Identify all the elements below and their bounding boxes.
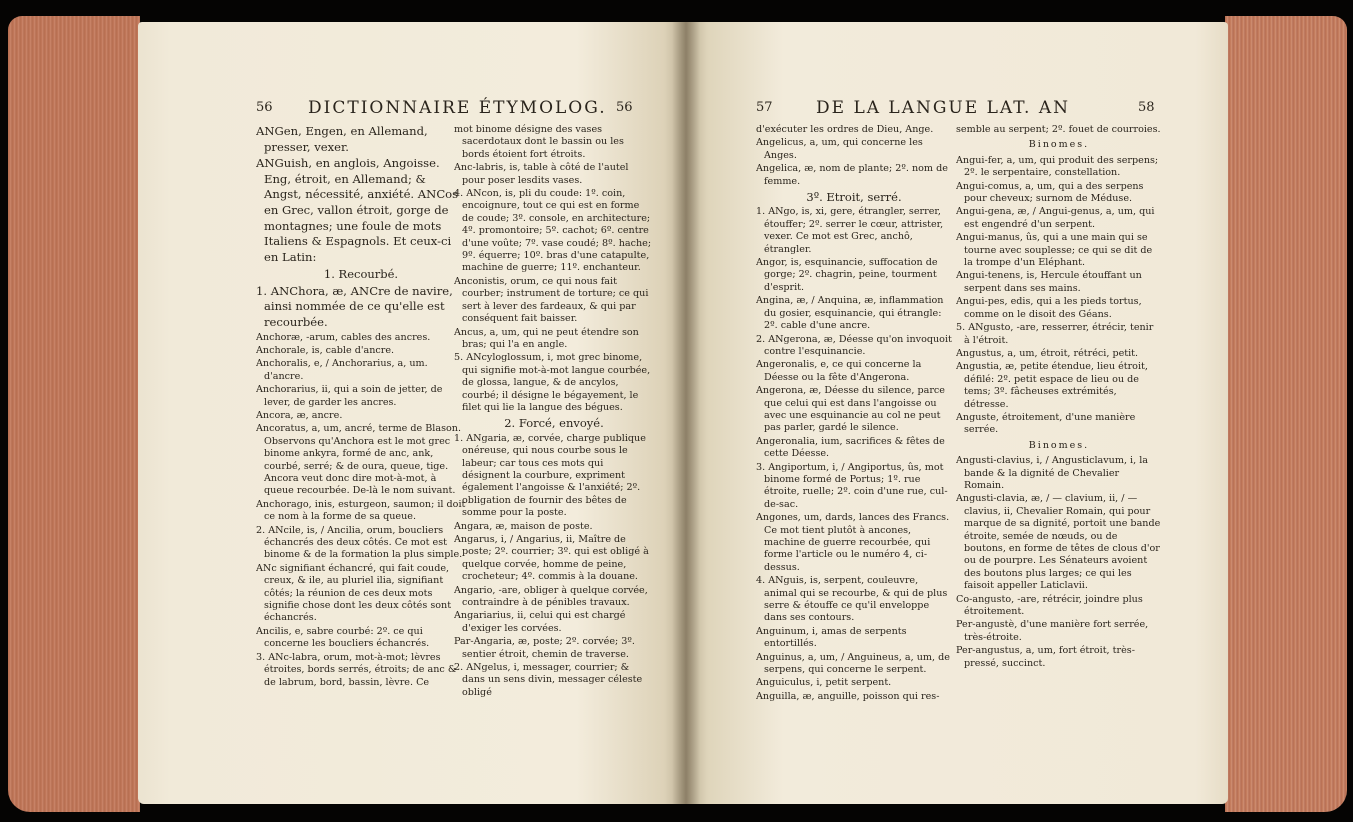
section-heading: Binomes. <box>1028 439 1090 451</box>
page-edges-right <box>1225 16 1347 812</box>
entry: Angara, æ, maison de poste. <box>454 520 593 532</box>
entry: Angui-tenens, is, Hercule étouffant un serpent dans ses mains. <box>956 270 1142 294</box>
running-head-left: DICTIONNAIRE ÉTYMOLOG. <box>308 98 607 118</box>
entry: Anguste, étroitement, d'une manière serrée. <box>956 411 1136 436</box>
right-column-2 <box>956 124 1162 724</box>
entry: Anchoræ, -arum, cables des ancres. <box>256 331 431 343</box>
running-head-right: DE LA LANGUE LAT. AN <box>816 98 1071 118</box>
entry: 3. Angiportum, i, / Angiportus, ûs, mot binome formé de Portus; 1º. rue étroite, ruelle; 2º. coin d'une rue, cul-de-sac. <box>756 461 948 510</box>
section-heading: 3º. Etroit, serré. <box>806 190 902 205</box>
page-number-right-outer: 58 <box>1138 100 1155 115</box>
entry: Angerona, æ, Déesse du silence, parce que celui qui est dans l'angoisse ou avec une esquinancie au col ne peut pas parler, gardé le silence. <box>756 385 945 434</box>
entry: Angui-pes, edis, qui a les pieds tortus, comme on le disoit des Géans. <box>956 296 1142 320</box>
page-number-left-inner: 56 <box>616 100 633 115</box>
entry: Anc-labris, is, table à côté de l'autel pour poser lesdits vases. <box>454 162 629 186</box>
entry: Angelicus, a, um, qui concerne les Anges. <box>756 137 923 161</box>
entry: Angarus, i, / Angarius, ii, Maître de poste; 2º. courrier; 3º. qui est obligé à quelque corvée, homme de peine, crocheteur; 4º. commis à la douane. <box>454 534 649 583</box>
entry: Angusti-clavius, i, / Angusticlavum, i, la bande & la dignité de Chevalier Romain. <box>956 455 1149 491</box>
entry: semble au serpent; 2º. fouet de courroies. <box>956 124 1161 135</box>
entry: Angeronalis, e, ce qui concerne la Déesse ou la fête d'Angerona. <box>756 359 922 383</box>
entry: 1. ANgaria, æ, corvée, charge publique onéreuse, qui nous courbe sous le labeur; car tous ces mots qui désignent la courbure, expriment également l'angoisse & l'anxiété; 2º. obligation de fournir des bêtes de somme pour la poste. <box>454 432 646 519</box>
book-gutter <box>672 22 700 804</box>
entry: Anguiculus, i, petit serpent. <box>756 677 892 689</box>
entry: Anconistis, orum, ce qui nous fait courber; instrument de torture; ce qui sert à lever des fardeaux, & qui par conséquent fait baisser. <box>454 275 649 325</box>
entry: Angui-fer, a, um, qui produit des serpens; 2º. le serpentaire, constellation. <box>956 154 1159 179</box>
entry: Angui-manus, ûs, qui a une main qui se tourne avec souplesse; ce qui se dit de la trompe d'un Eléphant. <box>956 232 1153 269</box>
entry: Par-Angaria, æ, poste; 2º. corvée; 3º. sentier étroit, chemin de traverse. <box>454 636 635 660</box>
right-column-1 <box>756 124 952 724</box>
entry: Anguinus, a, um, / Anguineus, a, um, de serpens, qui concerne le serpent. <box>756 651 950 676</box>
page-edges-left <box>8 16 140 812</box>
entry: Anchorarius, ii, qui a soin de jetter, de lever, de garder les ancres. <box>256 384 443 408</box>
right-page <box>686 22 1228 804</box>
entry: Angina, æ, / Anquina, æ, inflammation du gosier, esquinancie, qui étrangle: 2º. cable d'une ancre. <box>756 295 944 332</box>
entry: d'exécuter les ordres de Dieu, Ange. <box>756 124 934 135</box>
entry: Ancora, æ, ancre. <box>256 409 343 421</box>
entry: mot binome désigne des vases sacerdotaux dont le bassin ou les bords étoient fort étroits. <box>454 124 624 160</box>
entry: Ancus, a, um, qui ne peut étendre son bras; qui l'a en angle. <box>454 326 639 350</box>
entry: Per-angustus, a, um, fort étroit, très-pressé, succinct. <box>956 645 1135 669</box>
entry: Anchorago, inis, esturgeon, saumon; il doit ce nom à la forme de sa queue. <box>256 498 466 523</box>
entry: Per-angustè, d'une manière fort serrée, très-étroite. <box>956 619 1149 643</box>
entry: Anguilla, æ, anguille, poisson qui res- <box>756 690 940 702</box>
entry: Angelica, æ, nom de plante; 2º. nom de femme. <box>756 163 948 187</box>
entry: Co-angusto, -are, rétrécir, joindre plus étroitement. <box>956 593 1143 618</box>
page-number-left-outer: 56 <box>256 100 273 115</box>
entry: 1. ANgo, is, xi, gere, étrangler, serrer, étouffer; 2º. serrer le cœur, attrister, vexer. Ce mot est Grec, anchô, étrangler. <box>756 206 944 255</box>
page-number-right-inner: 57 <box>756 100 773 115</box>
entry: Angeronalia, ium, sacrifices & fêtes de cette Déesse. <box>756 435 945 460</box>
entry: 3. ANc-labra, orum, mot-à-mot; lèvres étroites, bords serrés, étroits; de anc & de labrum, bord, bassin, lèvre. Ce <box>256 651 457 688</box>
entry: ANGuish, en anglois, Angoisse. Eng, étroit, en Allemand; & Angst, nécessité, anxiété. ANCos en Grec, vallon étroit, gorge de montagnes; une foule de mots Italiens & Espagnols. Et ceux-ci en Latin: <box>256 156 459 264</box>
entry: Anchorale, is, cable d'ancre. <box>256 344 395 356</box>
section-heading: 1. Recourbé. <box>323 267 399 282</box>
entry: 5. ANgusto, -are, resserrer, étrécir, tenir à l'étroit. <box>956 322 1154 346</box>
entry: Angor, is, esquinancie, suffocation de gorge; 2º. chagrin, peine, tourment d'esprit. <box>756 257 938 293</box>
entry: Angui-comus, a, um, qui a des serpens pour cheveux; surnom de Méduse. <box>956 180 1144 205</box>
entry: Angones, um, dards, lances des Francs. Ce mot tient plutôt à ancones, machine de guerre recourbée, qui forme l'article ou le numéro 4, ci-dessus. <box>756 512 950 573</box>
left-column-1 <box>256 124 466 724</box>
left-column-2 <box>454 124 654 724</box>
entry: Angusti-clavia, æ, / — clavium, ii, / — clavius, ii, Chevalier Romain, qui pour marque de sa dignité, portoit une bande étroite, semée de nœuds, ou de boutons, en forme de têtes de clous d'or ou de pourpre. Les Sénateurs avoient des boutons plus larges; ce qui les faisoit appeller Laticlavii. <box>956 493 1161 592</box>
entry: 5. ANcyloglossum, i, mot grec binome, qui signifie mot-à-mot langue courbée, de glossa, langue, & de ancylos, courbé; il désigne le bégayement, le filet qui lie la langue des bégues. <box>454 352 651 413</box>
entry: Anguinum, i, amas de serpents entortillés. <box>756 625 907 650</box>
entry: 2. ANgelus, i, messager, courrier; & dans un sens divin, messager céleste obligé <box>454 662 643 698</box>
entry: 2. ANcile, is, / Ancilia, orum, boucliers échancrés des deux côtés. Ce mot est binome & de la formation la plus simple. <box>256 524 463 561</box>
entry: ANc signifiant échancré, qui fait coude, creux, & ile, au pluriel ilia, signifiant côtés; la réunion de ces deux mots signifie chose dont les deux côtés sont échancrés. <box>256 562 452 624</box>
entry: 1. ANChora, æ, ANCre de navire, ainsi nommée de ce qu'elle est recourbée. <box>256 283 453 329</box>
entry: Ancoratus, a, um, ancré, terme de Blason. Observons qu'Anchora est le mot grec binome ankyra, formé de anc, ank, courbé, serré; & de oura, queue, tige. Ancora veut donc dire mot-à-mot, à queue recourbée. De-là le nom suivant. <box>256 423 462 497</box>
left-page <box>138 22 686 804</box>
section-heading: 2. Forcé, envoyé. <box>504 416 604 431</box>
entry: Angariarius, ii, celui qui est chargé d'exiger les corvées. <box>454 610 626 634</box>
entry: ANGen, Engen, en Allemand, presser, vexer. <box>256 124 428 154</box>
entry: 2. ANgerona, æ, Déesse qu'on invoquoit contre l'esquinancie. <box>756 333 952 357</box>
entry: 4. ANguis, is, serpent, couleuvre, animal qui se recourbe, & qui de plus serre & étouffe ce qu'il enveloppe dans ses contours. <box>756 575 948 624</box>
entry: Angario, -are, obliger à quelque corvée, contraindre à de pénibles travaux. <box>454 584 648 609</box>
section-heading: Binomes. <box>1028 139 1090 151</box>
entry: Anchoralis, e, / Anchorarius, a, um. d'ancre. <box>256 358 428 382</box>
entry: Angui-gena, æ, / Angui-genus, a, um, qui est engendré d'un serpent. <box>956 206 1155 230</box>
entry: Angustia, æ, petite étendue, lieu étroit, défilé: 2º. petit espace de lieu ou de tems; 3º. fâcheuses extrémités, détresse. <box>956 361 1148 410</box>
entry: 4. ANcon, is, pli du coude: 1º. coin, encoignure, tout ce qui est en forme de coude; 3º. console, en architecture; 4º. promontoire; 5º. cachot; 6º. centre d'une voûte; 7º. vase coudé; 8º. hache; 9º. équerre; 10º. bras d'une catapulte, machine de guerre; 11º. enchanteur. <box>454 188 652 274</box>
entry: Ancilis, e, sabre courbé: 2º. ce qui concerne les boucliers échancrés. <box>256 625 430 650</box>
entry: Angustus, a, um, étroit, rétréci, petit. <box>956 347 1139 359</box>
